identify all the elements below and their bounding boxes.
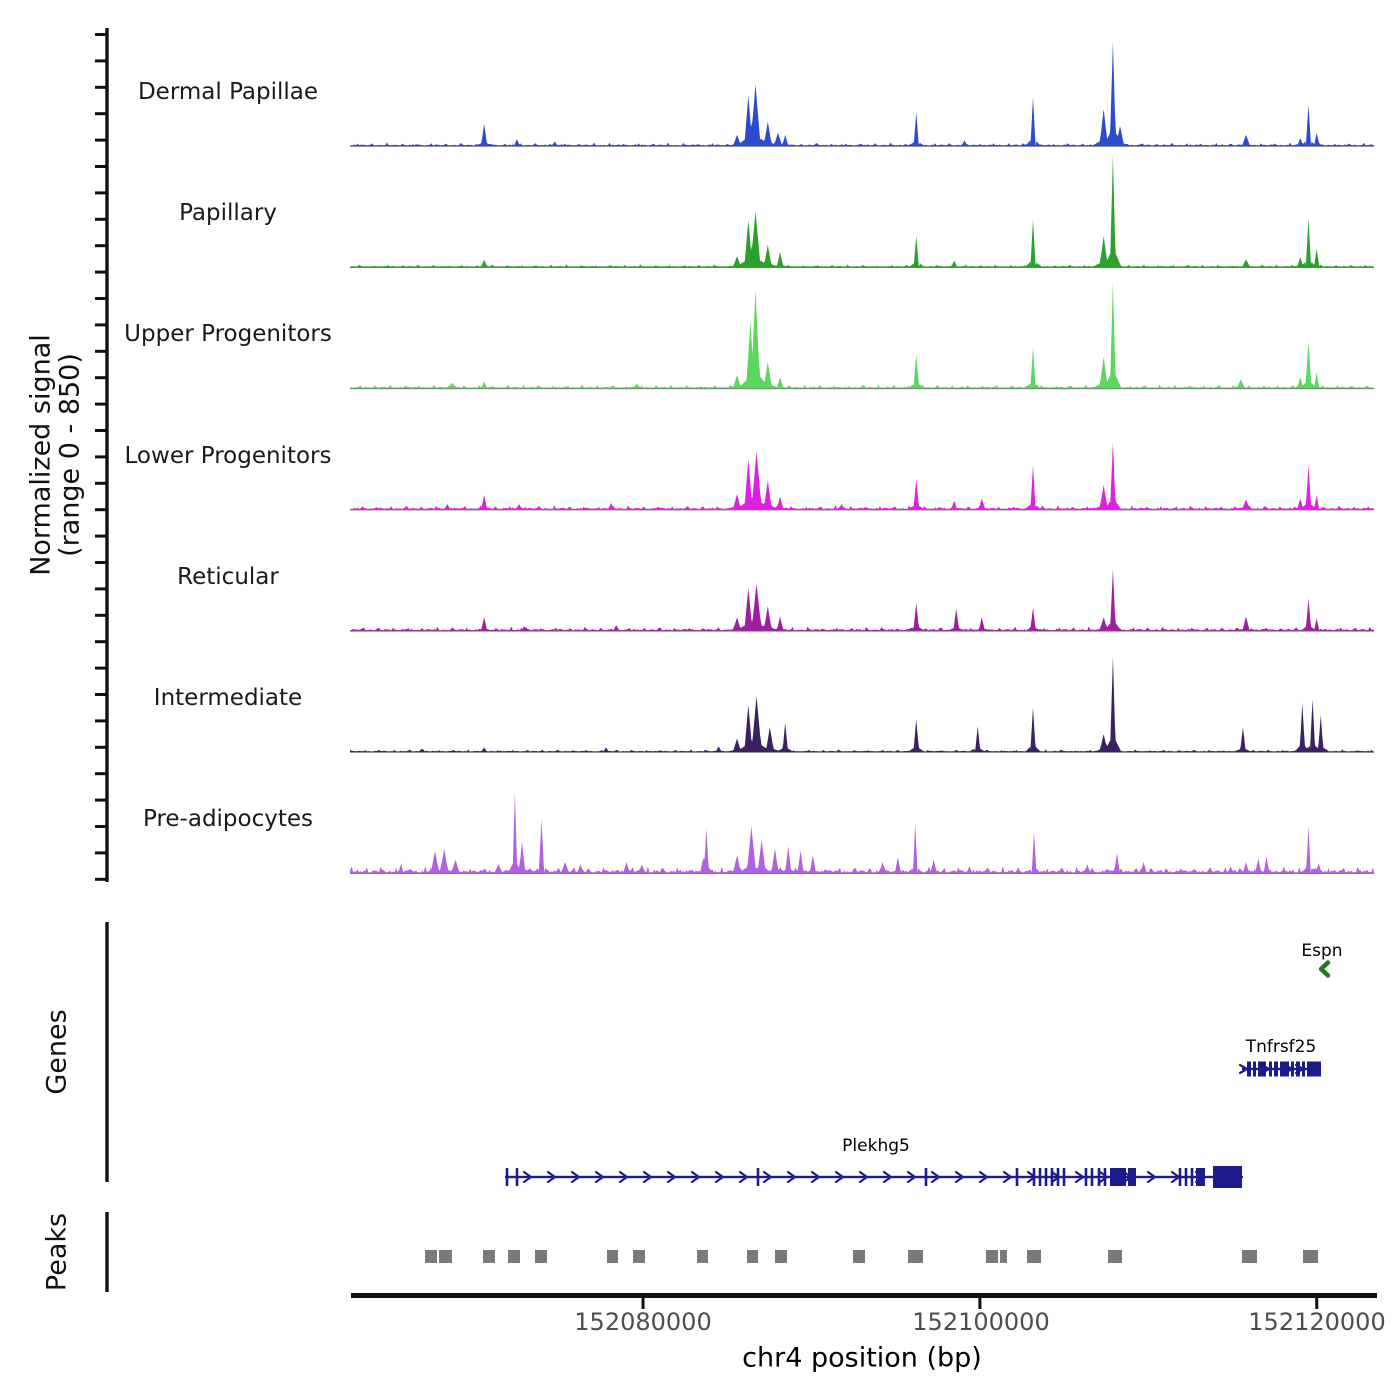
track-area-papillary xyxy=(350,155,1374,267)
signal-y-axis-tick xyxy=(95,693,106,696)
track-area-reticular xyxy=(350,569,1374,631)
signal-y-axis-tick xyxy=(95,271,106,274)
x-axis-title: chr4 position (bp) xyxy=(742,1342,982,1374)
signal-y-axis-tick xyxy=(95,561,106,564)
peak-region xyxy=(853,1250,865,1263)
peak-region xyxy=(908,1250,923,1263)
track-area-lower-progenitors xyxy=(350,442,1374,509)
gene-plekhg5-exon-tick xyxy=(1045,1168,1048,1186)
signal-y-axis-tick xyxy=(95,851,106,854)
genes-section-label: Genes xyxy=(41,1009,73,1095)
gene-plekhg5-exon-tick xyxy=(1191,1168,1194,1186)
gene-plekhg5-exon-tick xyxy=(1185,1168,1188,1186)
gene-tnfrsf25-exon xyxy=(1280,1062,1289,1077)
signal-y-axis-tick xyxy=(95,112,106,115)
track-label-papillary: Papillary xyxy=(179,200,277,226)
gene-label-plekhg5: Plekhg5 xyxy=(842,1136,910,1156)
signal-y-axis-tick xyxy=(95,376,106,379)
peak-region xyxy=(439,1250,452,1263)
gene-plekhg5-exon-block xyxy=(1110,1168,1126,1186)
signal-y-axis-tick xyxy=(95,86,106,89)
gene-plekhg5-exon-tick xyxy=(1085,1168,1088,1186)
signal-y-axis-tick xyxy=(95,191,106,194)
gene-plekhg5-exon-tick xyxy=(1179,1168,1182,1186)
signal-y-axis-tick xyxy=(95,297,106,300)
peaks-section-label: Peaks xyxy=(41,1212,73,1292)
signal-y-axis-tick xyxy=(95,323,106,326)
track-area-upper-progenitors xyxy=(350,282,1374,388)
gene-plekhg5-exon-tick xyxy=(1091,1168,1094,1186)
signal-y-axis-tick xyxy=(95,139,106,142)
peak-region xyxy=(425,1250,437,1263)
gene-espn-strand-arrow xyxy=(1321,963,1328,976)
signal-y-axis-tick xyxy=(95,482,106,485)
gene-plekhg5-end-exon xyxy=(1213,1166,1242,1188)
peak-region xyxy=(697,1250,708,1263)
gene-tnfrsf25-exon xyxy=(1269,1062,1272,1077)
signal-y-axis-tick xyxy=(95,587,106,590)
gene-plekhg5-exon-tick xyxy=(1039,1168,1042,1186)
x-tick-label-152120000: 152120000 xyxy=(1248,1308,1386,1336)
track-area-intermediate xyxy=(350,657,1374,752)
x-axis-line xyxy=(351,1293,1377,1298)
gene-plekhg5-exon-tick xyxy=(757,1168,760,1186)
gene-plekhg5-exon-block xyxy=(1128,1168,1136,1186)
signal-y-axis-tick xyxy=(95,33,106,36)
track-label-lower-progenitors: Lower Progenitors xyxy=(124,443,332,469)
peak-region xyxy=(607,1250,618,1263)
genes-axis-bracket xyxy=(105,922,108,1182)
signal-y-axis-tick xyxy=(95,429,106,432)
gene-plekhg5-exon-tick xyxy=(1098,1168,1101,1186)
x-tick-label-152080000: 152080000 xyxy=(574,1308,712,1336)
signal-y-axis-tick xyxy=(95,746,106,749)
peak-region xyxy=(633,1250,645,1263)
gene-plekhg5-exon-block xyxy=(1196,1168,1205,1186)
peak-region xyxy=(1108,1250,1122,1263)
signal-y-axis-tick xyxy=(95,244,106,247)
signal-y-axis-tick xyxy=(95,878,106,881)
gene-plekhg5-exon-tick xyxy=(1104,1168,1107,1186)
gene-plekhg5-exon-tick xyxy=(1063,1168,1066,1186)
signal-y-axis-tick xyxy=(95,825,106,828)
gene-plekhg5-exon-tick xyxy=(1051,1168,1054,1186)
signal-y-axis-tick xyxy=(95,719,106,722)
gene-plekhg5-exon-tick xyxy=(1057,1168,1060,1186)
track-area-dermal-papillae xyxy=(350,42,1374,146)
gene-plekhg5-exon-tick xyxy=(506,1168,509,1186)
gene-tnfrsf25-exon xyxy=(1291,1062,1294,1077)
gene-plekhg5-exon-tick xyxy=(516,1168,519,1186)
gene-label-espn: Espn xyxy=(1301,941,1343,961)
y-axis-label-line2: (range 0 - 850) xyxy=(54,353,86,557)
signal-y-axis-tick xyxy=(95,640,106,643)
peak-region xyxy=(775,1250,787,1263)
track-label-dermal-papillae: Dermal Papillae xyxy=(137,79,319,105)
signal-y-axis-tick xyxy=(95,350,106,353)
gene-tnfrsf25-exon xyxy=(1302,1062,1305,1077)
peak-region xyxy=(483,1250,495,1263)
x-tick-label-152100000: 152100000 xyxy=(912,1308,1050,1336)
gene-tnfrsf25-exon xyxy=(1247,1062,1251,1077)
peaks-axis-bracket xyxy=(105,1212,108,1292)
signal-y-axis-tick xyxy=(95,772,106,775)
signal-y-axis xyxy=(105,28,108,882)
signal-y-axis-tick xyxy=(95,614,106,617)
signal-y-axis-tick xyxy=(95,535,106,538)
gene-tnfrsf25-exon xyxy=(1274,1062,1278,1077)
gene-label-tnfrsf25: Tnfrsf25 xyxy=(1245,1037,1317,1057)
signal-y-axis-tick xyxy=(95,455,106,458)
y-axis-label-line1: Normalized signal xyxy=(25,334,57,576)
signal-y-axis-tick xyxy=(95,165,106,168)
gene-tnfrsf25-exon xyxy=(1258,1062,1266,1077)
gene-tnfrsf25-exon xyxy=(1296,1062,1300,1077)
peak-region xyxy=(1027,1250,1041,1263)
peak-region xyxy=(1303,1250,1318,1263)
signal-y-axis-tick xyxy=(95,403,106,406)
peak-region xyxy=(1242,1250,1257,1263)
peak-region xyxy=(1000,1250,1007,1263)
signal-y-axis-tick xyxy=(95,218,106,221)
gene-plekhg5-exon-tick xyxy=(925,1168,928,1186)
gene-tnfrsf25-exon xyxy=(1253,1062,1256,1077)
peak-region xyxy=(747,1250,758,1263)
peak-region xyxy=(986,1250,998,1263)
gene-plekhg5-exon-tick xyxy=(1033,1168,1036,1186)
track-label-pre-adipocytes: Pre-adipocytes xyxy=(142,806,314,832)
track-label-reticular: Reticular xyxy=(177,564,279,590)
gene-tnfrsf25-exon xyxy=(1307,1062,1321,1077)
signal-y-axis-tick xyxy=(95,799,106,802)
peak-region xyxy=(535,1250,547,1263)
signal-y-axis-tick xyxy=(95,667,106,670)
track-label-upper-progenitors: Upper Progenitors xyxy=(124,321,332,347)
gene-plekhg5-exon-tick xyxy=(1016,1168,1019,1186)
peak-region xyxy=(508,1250,520,1263)
track-area-pre-adipocytes xyxy=(350,793,1374,874)
signal-y-axis-tick xyxy=(95,508,106,511)
track-label-intermediate: Intermediate xyxy=(153,685,303,711)
signal-y-axis-tick xyxy=(95,59,106,62)
